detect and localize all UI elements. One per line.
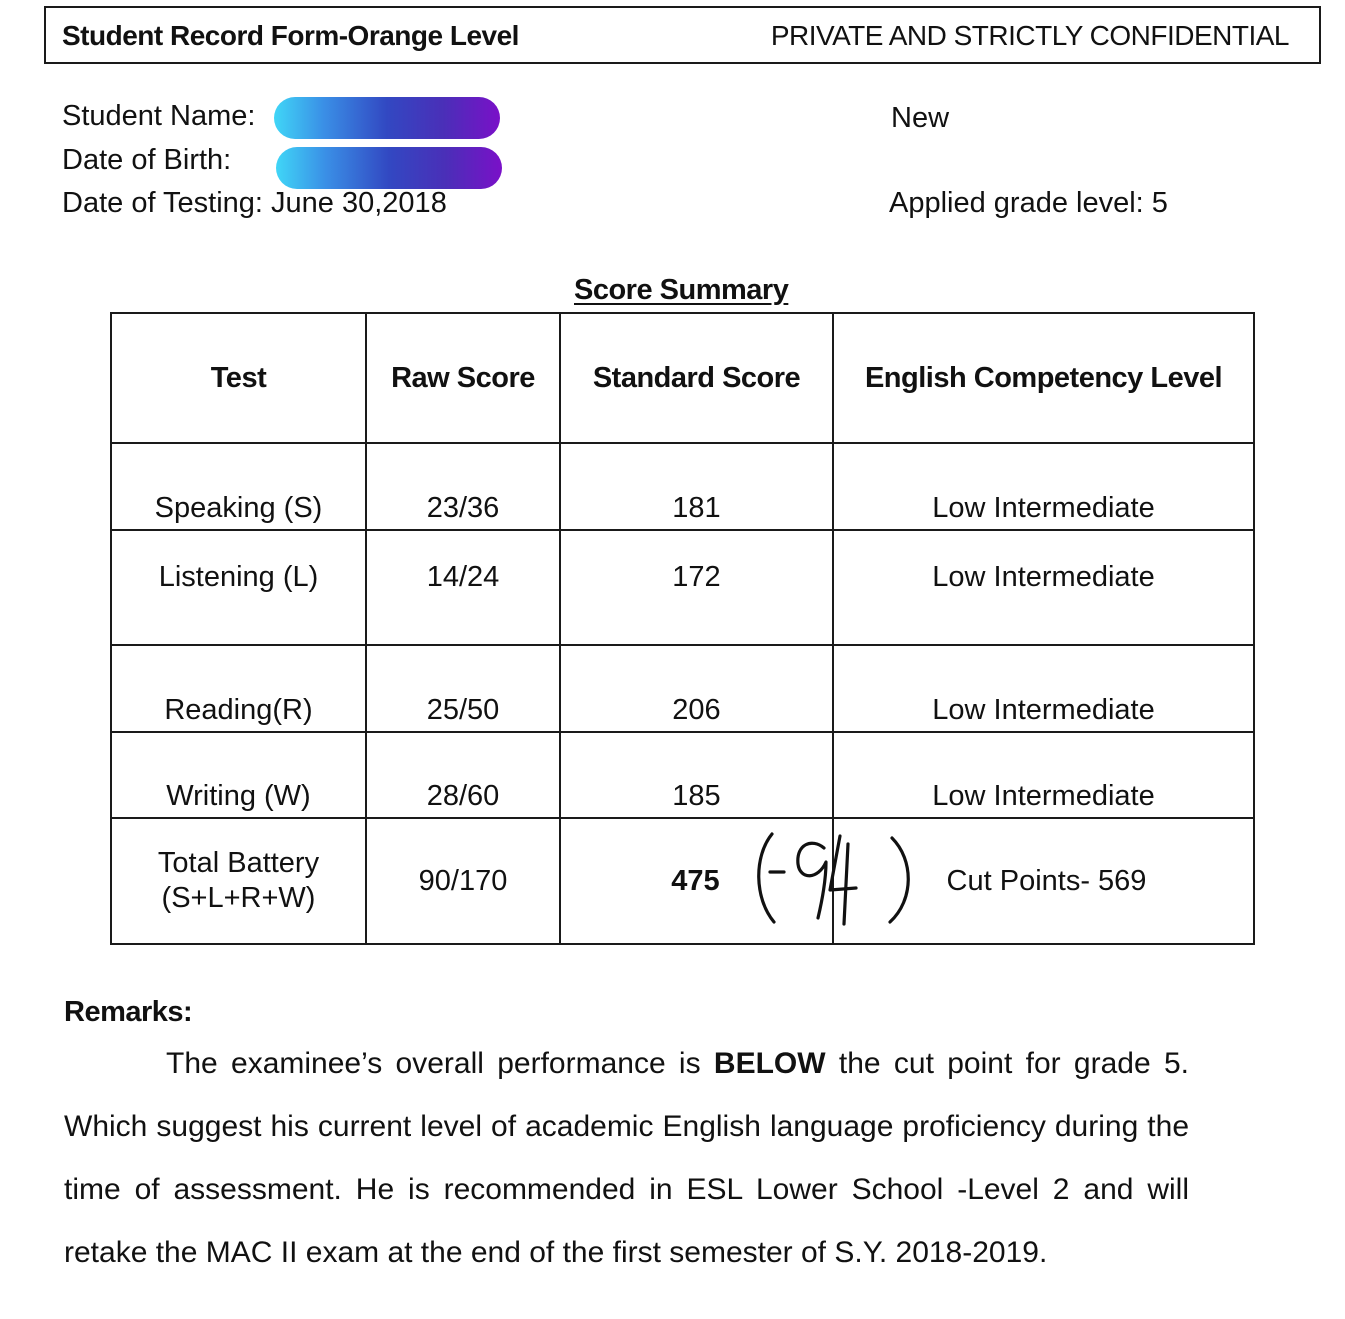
form-header: [44, 6, 1321, 64]
testing-date-label: Date of Testing:: [62, 187, 263, 219]
table-row: [111, 530, 1254, 645]
testing-date-value: June 30,2018: [271, 187, 447, 219]
standard-score: 206: [560, 645, 833, 732]
standard-score: 181: [560, 443, 833, 530]
competency-level: Low Intermediate: [833, 443, 1254, 530]
test-name: Speaking (S): [111, 443, 366, 530]
remarks-label: Remarks:: [64, 996, 193, 1028]
score-table: [110, 312, 1255, 945]
total-test-line2: (S+L+R+W): [161, 882, 316, 914]
table-row: [111, 732, 1254, 818]
remarks-emphasis: BELOW: [713, 1047, 826, 1080]
total-standard-score: 475: [560, 818, 833, 944]
dob-label: Date of Birth:: [62, 144, 232, 176]
competency-level: Low Intermediate: [833, 732, 1254, 818]
form-title: Student Record Form-Orange Level: [62, 20, 519, 51]
competency-level: Low Intermediate: [833, 645, 1254, 732]
total-battery-row: [111, 818, 1254, 944]
total-cut-points: Cut Points- 569: [833, 818, 1254, 944]
table-row: [111, 443, 1254, 530]
applied-grade-row: [889, 187, 1168, 220]
column-header-competency-level: English Competency Level: [833, 313, 1254, 443]
raw-score: 14/24: [366, 530, 560, 645]
dob-redaction: [276, 147, 502, 189]
raw-score: 25/50: [366, 645, 560, 732]
standard-score: 172: [560, 530, 833, 645]
applied-grade-label: Applied grade level:: [889, 187, 1144, 219]
column-header-raw-score: Raw Score: [366, 313, 560, 443]
remarks-text-part1: The examinee’s overall performance is: [166, 1047, 714, 1080]
raw-score: 28/60: [366, 732, 560, 818]
confidentiality-notice: PRIVATE AND STRICTLY CONFIDENTIAL: [770, 20, 1289, 51]
test-name: Writing (W): [111, 732, 366, 818]
remarks-text-part2: the cut point for grade 5. Which suggest his current level of academic English language proficiency during the time of assessment. He is recommended in ESL Lower School -Level 2 and will retake the MAC II exam at the end of the first semester of S.Y. 2018-2019.: [64, 1047, 1189, 1269]
standard-score: 185: [560, 732, 833, 818]
column-header-standard-score: Standard Score: [560, 313, 833, 443]
total-test-line1: Total Battery: [157, 847, 320, 880]
score-summary-title: Score Summary: [574, 274, 789, 306]
test-name: Listening (L): [111, 530, 366, 645]
table-header-row: [111, 313, 1254, 443]
student-name-label: Student Name:: [62, 100, 256, 132]
test-name: Reading(R): [111, 645, 366, 732]
student-name-redaction: [274, 97, 500, 139]
total-raw-score: 90/170: [366, 818, 560, 944]
column-header-test: Test: [111, 313, 366, 443]
applied-grade-value: 5: [1151, 187, 1168, 219]
testing-date-row: [62, 187, 447, 220]
remarks-text: [64, 1032, 1189, 1284]
student-status: New: [891, 102, 950, 134]
competency-level: Low Intermediate: [833, 530, 1254, 645]
table-row: [111, 645, 1254, 732]
raw-score: 23/36: [366, 443, 560, 530]
total-test-name: [111, 818, 366, 944]
